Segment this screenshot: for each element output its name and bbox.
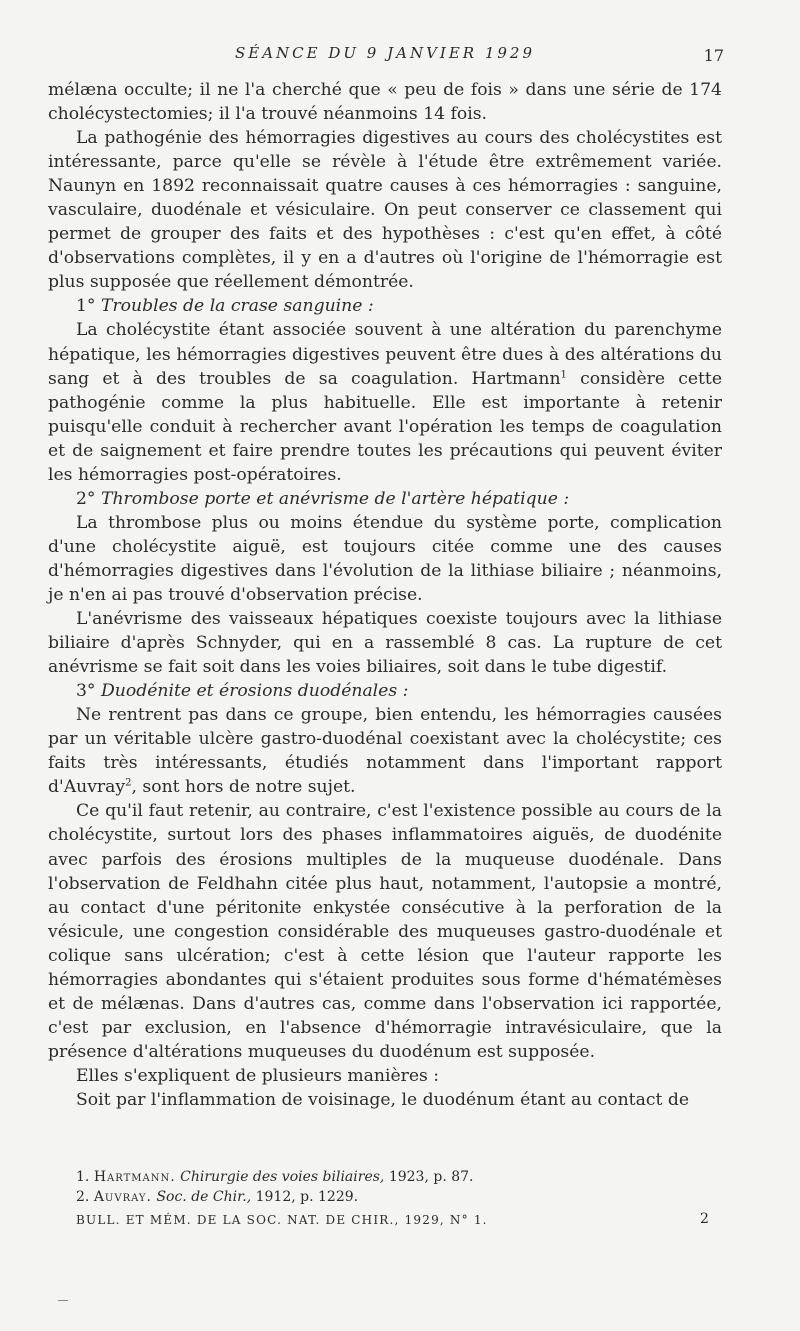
paragraph-text: Ne rentrent pas dans ce groupe, bien entendu, les hémorragies causées par un véritable ulcère gastro-duodénal coexistant avec la cholécystite; ces faits très intéressants, étudiés notamment dans l'important rapport d'Auvray: [48, 705, 722, 798]
page: [48, 44, 722, 1112]
section-number: 2°: [76, 488, 96, 509]
paragraph: Ce qu'il faut retenir, au contraire, c'est l'existence possible au cours de la cholécystite, surtout lors des phases inflammatoires aiguës, de duodénite avec parfois des érosions multiples de la muqueuse duodénale. Dans l'observation de Feldhahn citée plus haut, notamment, l'autopsie a montré, au contact d'une péritonite enkystée consécutive à la perforation de la vésicule, une congestion considérable des muqueuses gastro-duodénale et colique sans ulcération; c'est à cette lésion que l'auteur rapporte les hémorragies abondantes qui s'étaient produites sous forme d'hématémèses et de mélænas. Dans d'autres cas, comme dans l'observation ici rapportée, c'est par exclusion, en l'absence d'hémorragie intravésiculaire, que la présence d'altérations muqueuses du duodénum est supposée.: [48, 801, 722, 1062]
footnote-2: 2. Auvray. Soc. de Chir., 1912, p. 1229.: [76, 1189, 359, 1205]
paragraph-text: La cholécystite étant associée souvent à une altération du parenchyme hépatique, les hémorragies digestives peuvent être dues à des altérations du sang et à des troubles de sa coagulation. Hartmann: [48, 320, 722, 389]
section-heading-2: [48, 487, 722, 511]
bulletin-reference: BULL. ET MÉM. DE LA SOC. NAT. DE CHIR., 1929, N° 1.: [76, 1213, 488, 1227]
section-number: 3°: [76, 681, 96, 702]
section-title: Thrombose porte et anévrisme de l'artère hépatique :: [101, 488, 570, 509]
paragraph: mélæna occulte; il ne l'a cherché que « peu de fois » dans une série de 174 cholécystectomies; il l'a trouvé néanmoins 14 fois.: [48, 80, 722, 125]
footnote-ref: 1: [560, 368, 567, 380]
page-number: 17: [703, 46, 724, 65]
paragraph: La pathogénie des hémorragies digestives au cours des cholécystites est intéressante, parce qu'elle se révèle à l'étude être extrêmement variée. Naunyn en 1892 reconnaissait quatre causes à ces hémorragies : sanguine, vasculaire, duodénale et vésiculaire. On peut conserver ce classement qui permet de grouper des faits et des hypothèses : c'est qu'en effet, à côté d'observations complètes, il y en a d'autres où l'origine de l'hémorragie est plus supposée que réellement démontrée.: [48, 128, 722, 293]
footnotes: [48, 1167, 722, 1207]
paragraph-text: , sont hors de notre sujet.: [131, 777, 356, 798]
paragraph: [48, 703, 722, 799]
section-title: Duodénite et érosions duodénales :: [101, 681, 409, 702]
margin-mark: [58, 1300, 68, 1301]
paragraph: Elles s'expliquent de plusieurs manières :: [76, 1065, 440, 1086]
section-title: Troubles de la crase sanguine :: [101, 296, 374, 317]
paragraph: L'anévrisme des vaisseaux hépatiques coexiste toujours avec la lithiase biliaire d'après Schnyder, qui en a rassemblé 8 cas. La rupture de cet anévrisme se fait soit dans les voies biliaires, soit dans le tube digestif.: [48, 609, 722, 678]
section-heading-3: [48, 679, 722, 703]
sheet-number: 2: [700, 1211, 709, 1227]
running-header: [48, 44, 722, 78]
section-heading-1: [48, 294, 722, 318]
paragraph: [48, 318, 722, 486]
footnote-ref: 2: [125, 777, 132, 789]
section-number: 1°: [76, 296, 96, 317]
body-text: [48, 78, 722, 1112]
paragraph: Soit par l'inflammation de voisinage, le duodénum étant au contact de: [76, 1089, 690, 1110]
paragraph: La thrombose plus ou moins étendue du système porte, complication d'une cholécystite aiguë, est toujours citée comme une des causes d'hémorragies digestives dans l'évolution de la lithiase biliaire ; néanmoins, je n'en ai pas trouvé d'observation précise.: [48, 512, 722, 605]
paragraph-text: considère cette pathogénie comme la plus habituelle. Elle est importante à retenir puisqu'elle conduit à rechercher avant l'opération les temps de coagulation et de saignement et faire prendre toutes les précautions qui peuvent éviter les hémorragies post-opératoires.: [48, 368, 722, 485]
footnote-1: 1. Hartmann. Chirurgie des voies biliaires, 1923, p. 87.: [76, 1169, 474, 1185]
running-title: SÉANCE DU 9 JANVIER 1929: [234, 44, 536, 62]
